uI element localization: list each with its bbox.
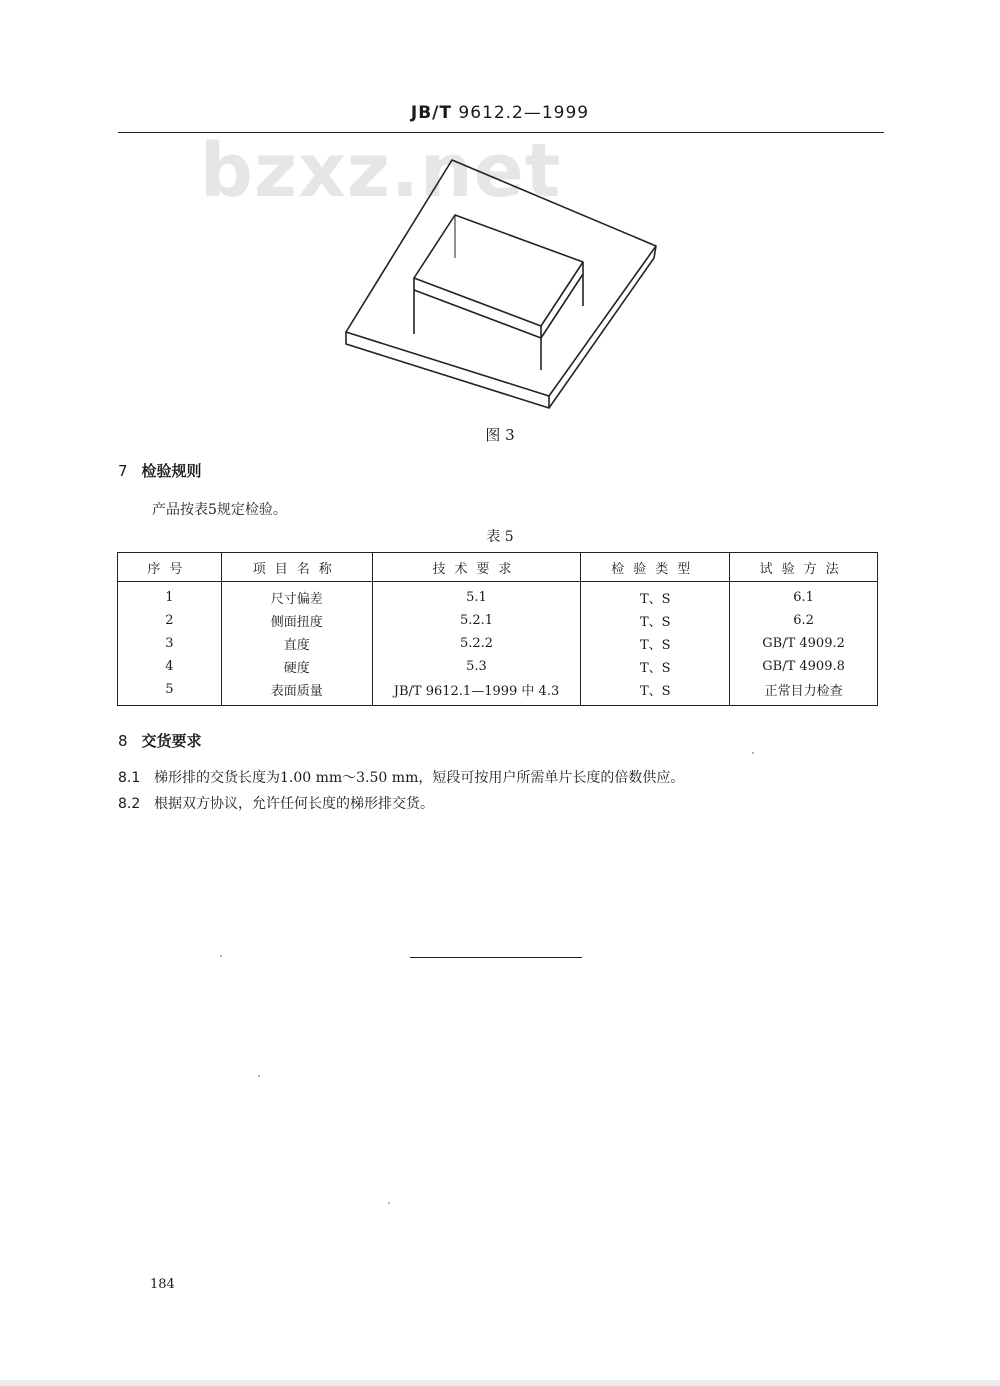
table-cell: T、S — [581, 632, 730, 655]
header-standard-prefix: JB/T — [410, 103, 452, 123]
base-plate-front-edge — [346, 332, 549, 408]
clause-text: 根据双方协议，允许任何长度的梯形排交货。 — [154, 796, 434, 812]
page-header — [0, 103, 1000, 123]
table-cell: 3 — [118, 632, 222, 655]
table-row — [118, 632, 878, 655]
table-cell: GB/T 4909.8 — [730, 655, 878, 678]
table-cell: 2 — [118, 609, 222, 632]
clause-number: 8.1 — [118, 770, 141, 786]
table-5-caption: 表 5 — [486, 529, 514, 545]
table-cell: 直度 — [221, 632, 372, 655]
table-header-row — [118, 553, 878, 582]
table-header-cell: 试验方法 — [730, 553, 878, 582]
table-cell: T、S — [581, 582, 730, 610]
table-cell: 1 — [118, 582, 222, 610]
table-cell: 5 — [118, 678, 222, 706]
scan-speck — [388, 1202, 390, 1204]
scan-bottom-edge — [0, 1380, 1000, 1386]
table-cell: GB/T 4909.2 — [730, 632, 878, 655]
clause-text: 梯形排的交货长度为1.00 mm～3.50 mm，短段可按用户所需单片长度的倍数供应。 — [154, 770, 685, 786]
table-row — [118, 582, 878, 610]
figure-3-drawing — [330, 150, 670, 410]
section-7-heading — [118, 460, 202, 481]
watermark: bzxz.net — [200, 128, 562, 214]
scan-speck — [220, 955, 222, 957]
table-cell: 侧面扭度 — [221, 609, 372, 632]
clause-8-1 — [118, 767, 684, 787]
table-cell: 正常目力检查 — [730, 678, 878, 706]
table-row — [118, 609, 878, 632]
scan-speck — [258, 1075, 260, 1077]
table-cell: JB/T 9612.1—1999 中 4.3 — [372, 678, 581, 706]
table-cell: 尺寸偏差 — [221, 582, 372, 610]
section-7-title: 检验规则 — [141, 462, 202, 480]
table-row — [118, 655, 878, 678]
table-cell: T、S — [581, 609, 730, 632]
block-front — [414, 278, 541, 338]
table-cell: 5.2.2 — [372, 632, 581, 655]
table-cell: T、S — [581, 655, 730, 678]
figure-caption: 图 3 — [485, 426, 515, 444]
table-row — [118, 678, 878, 706]
table-cell: 5.2.1 — [372, 609, 581, 632]
section-7-number: 7 — [118, 462, 128, 480]
base-plate-side-edge — [549, 246, 656, 408]
header-standard-code: 9612.2—1999 — [458, 103, 590, 123]
table-cell: 5.3 — [372, 655, 581, 678]
table-cell: 硬度 — [221, 655, 372, 678]
section-8-title: 交货要求 — [141, 732, 202, 750]
scan-speck — [752, 752, 754, 754]
table-cell: 5.1 — [372, 582, 581, 610]
table-header-cell: 检验类型 — [581, 553, 730, 582]
page-number: 184 — [150, 1277, 175, 1292]
block-top — [414, 215, 583, 326]
base-plate-top — [346, 160, 656, 396]
clause-8-2 — [118, 793, 434, 813]
table-cell: 4 — [118, 655, 222, 678]
table-5 — [117, 552, 878, 706]
table-header-cell: 项目名称 — [221, 553, 372, 582]
block-side — [541, 262, 583, 338]
section-8-number: 8 — [118, 732, 128, 750]
section-8-heading — [118, 730, 202, 751]
table-header-cell: 技术要求 — [372, 553, 581, 582]
section-7-paragraph: 产品按表5规定检验。 — [152, 502, 287, 518]
table-header-cell: 序号 — [118, 553, 222, 582]
table-cell: 表面质量 — [221, 678, 372, 706]
table-cell: T、S — [581, 678, 730, 706]
table-cell: 6.1 — [730, 582, 878, 610]
end-of-standard-rule — [410, 957, 582, 958]
table-cell: 6.2 — [730, 609, 878, 632]
clause-number: 8.2 — [118, 796, 141, 812]
